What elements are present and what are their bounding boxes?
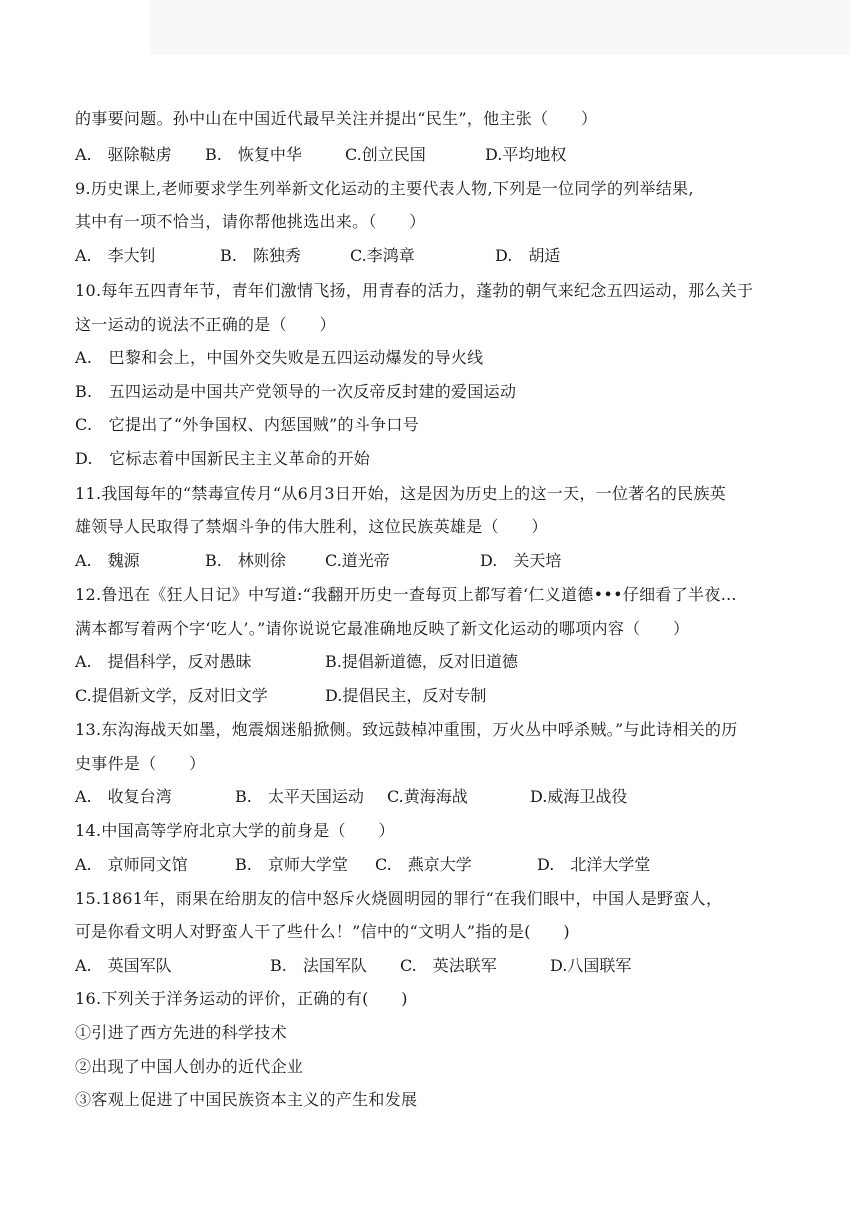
q8-option-a[interactable]: A. 驱除鞑虏 — [75, 145, 172, 164]
q15-option-d[interactable]: D.八国联军 — [550, 956, 632, 975]
q12-stem-line2: 满本都写着两个字‘吃人’。”请你说说它最准确地反映了新文化运动的哪项内容（ ） — [75, 619, 690, 638]
q11-options — [75, 550, 800, 572]
q10-option-c[interactable]: C. 它提出了“外争国权、内惩国贼”的斗争口号 — [75, 415, 420, 434]
q8-option-d[interactable]: D.平均地权 — [485, 145, 567, 164]
q11-option-c[interactable]: C.道光帝 — [325, 551, 390, 570]
q11-option-d[interactable]: D. 关天培 — [480, 551, 562, 570]
q14-options — [75, 854, 800, 876]
q13-stem-line1: 13.东沟海战天如墨，炮震烟迷船掀侧。致远鼓棹冲重围，万火丛中呼杀贼。”与此诗相关的历 — [75, 720, 738, 739]
q10-option-b[interactable]: B. 五四运动是中国共产党领导的一次反帝反封建的爱国运动 — [75, 382, 517, 401]
q9-option-d[interactable]: D. 胡适 — [495, 246, 561, 265]
q15-options — [75, 955, 800, 977]
q10-stem-line2: 这一运动的说法不正确的是（ ） — [75, 315, 336, 334]
q8-stem-tail: 的事要问题。孙中山在中国近代最早关注并提出“民生”，他主张（ ） — [75, 109, 598, 128]
q13-options — [75, 786, 800, 808]
q15-stem-line1: 15.1861年，雨果在给朋友的信中怒斥火烧圆明园的罪行“在我们眼中，中国人是野蛮人， — [75, 889, 723, 908]
q11-option-a[interactable]: A. 魏源 — [75, 551, 140, 570]
q8-option-b[interactable]: B. 恢复中华 — [205, 145, 302, 164]
q9-stem-line1: 9.历史课上,老师要求学生列举新文化运动的主要代表人物,下列是一位同学的列举结果, — [75, 179, 694, 198]
q16-item-2: ②出现了中国人创办的近代企业 — [75, 1057, 304, 1076]
q12-options-row2 — [75, 685, 800, 707]
q14-stem: 14.中国高等学府北京大学的前身是（ ） — [75, 821, 395, 840]
q8-option-c[interactable]: C.创立民国 — [345, 145, 426, 164]
q15-stem-line2: 可是你看文明人对野蛮人干了些什么！”信中的“文明人”指的是( ) — [75, 922, 570, 941]
q11-option-b[interactable]: B. 林则徐 — [205, 551, 286, 570]
q9-stem-line2: 其中有一项不恰当，请你帮他挑选出来。（ ） — [75, 212, 426, 231]
q8-options — [75, 144, 800, 166]
q13-option-d[interactable]: D.威海卫战役 — [530, 787, 628, 806]
scan-shadow — [150, 0, 850, 55]
q13-stem-line2: 史事件是（ ） — [75, 754, 206, 773]
q14-option-a[interactable]: A. 京师同文馆 — [75, 855, 188, 874]
q10-option-d[interactable]: D. 它标志着中国新民主主义革命的开始 — [75, 449, 371, 468]
q15-option-c[interactable]: C. 英法联军 — [400, 956, 497, 975]
q9-options — [75, 245, 800, 267]
q13-option-c[interactable]: C.黄海海战 — [387, 787, 468, 806]
q13-option-b[interactable]: B. 太平天国运动 — [235, 787, 364, 806]
q9-option-a[interactable]: A. 李大钊 — [75, 246, 156, 265]
q12-option-a[interactable]: A. 提倡科学，反对愚昧 — [75, 652, 252, 671]
q12-option-c[interactable]: C.提倡新文学，反对旧文学 — [75, 686, 268, 705]
q14-option-c[interactable]: C. 燕京大学 — [375, 855, 472, 874]
q13-option-a[interactable]: A. 收复台湾 — [75, 787, 172, 806]
q10-option-a[interactable]: A. 巴黎和会上，中国外交失败是五四运动爆发的导火线 — [75, 348, 484, 367]
q16-stem: 16.下列关于洋务运动的评价，正确的有( ) — [75, 989, 408, 1008]
q15-option-b[interactable]: B. 法国军队 — [270, 956, 367, 975]
q11-stem-line2: 雄领导人民取得了禁烟斗争的伟大胜利，这位民族英雄是（ ） — [75, 517, 548, 536]
q14-option-d[interactable]: D. 北洋大学堂 — [537, 855, 651, 874]
q9-option-c[interactable]: C.李鸿章 — [350, 246, 415, 265]
q11-stem-line1: 11.我国每年的“禁毒宣传月“从6月3日开始，这是因为历史上的这一天，一位著名的民族英 — [75, 484, 727, 503]
q12-option-d[interactable]: D.提倡民主，反对专制 — [325, 686, 487, 705]
q16-item-1: ①引进了西方先进的科学技术 — [75, 1023, 287, 1042]
q12-options-row1 — [75, 651, 800, 673]
q9-option-b[interactable]: B. 陈独秀 — [220, 246, 301, 265]
q15-option-a[interactable]: A. 英国军队 — [75, 956, 172, 975]
q14-option-b[interactable]: B. 京师大学堂 — [235, 855, 348, 874]
q12-option-b[interactable]: B.提倡新道德，反对旧道德 — [325, 652, 518, 671]
q10-stem-line1: 10.每年五四青年节，青年们激情飞扬，用青春的活力，蓬勃的朝气来纪念五四运动，那么关于 — [75, 281, 754, 300]
q16-item-3: ③客观上促进了中国民族资本主义的产生和发展 — [75, 1090, 418, 1109]
q12-stem-line1: 12.鲁迅在《狂人日记》中写道:“我翻开历史一查每页上都写着‘仁义道德•••仔细看了半夜… — [75, 585, 737, 604]
